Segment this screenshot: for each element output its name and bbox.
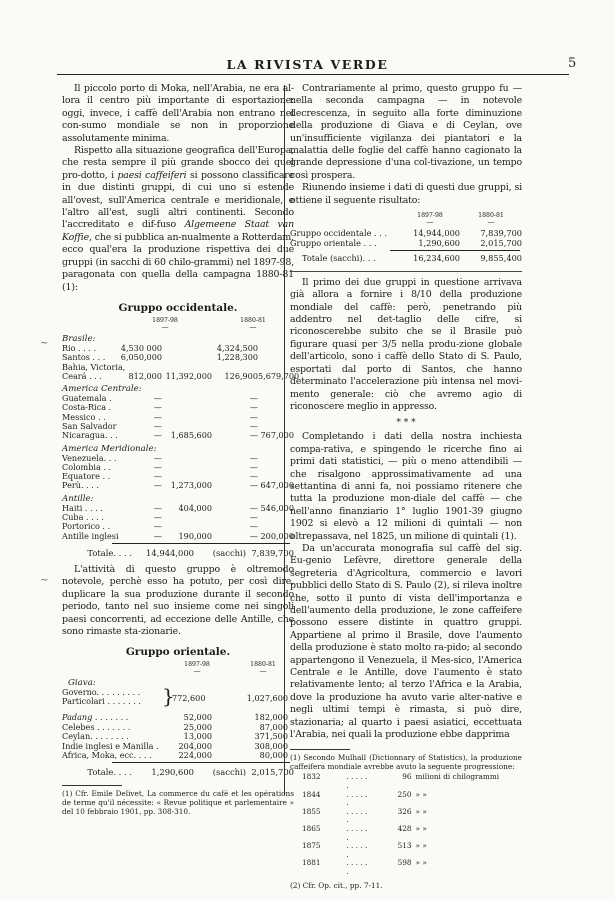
left-paragraph-3: L'attività di questo gruppo è oltremodo notevole, perchè esso ha potuto, per così dire, duplicare la sua produzione durante il secondo periodo, tanto nel suo insieme come nei singoli paesi concorrenti, ad eccezione delle Antille, che sono rimaste sta-zionarie. [62,563,294,637]
western-year-dashes: — — [161,322,257,331]
progression-year: 1855 [302,806,321,816]
antille-1897-partial: — [153,512,162,523]
antille-1880-partial: — [249,502,258,513]
south-america-1880-partial: — [249,471,258,482]
eastern-name: Ceylan. . . . . . . . [62,731,129,742]
margin-mark-1: ~ [40,338,49,349]
south-america-1880-total: 647,000 [260,480,294,491]
brasile-name: Rio . . . . [62,342,97,353]
eastern-year-dashes: — — [193,667,267,676]
central-america-1897-partial: — [153,393,162,404]
giava-block [62,684,294,709]
south-america-1897-total [162,463,212,472]
central-america-1897-partial: — [153,430,162,441]
brasile-1897-partial: 6,050,000 [120,352,162,363]
south-america-name: Venezuela. . . [62,452,117,463]
antille-1897-partial: — [153,530,162,541]
antille-1880-partial: — [249,530,258,541]
progression-year: 1832 [302,772,321,782]
eastern-name: Padang . . . . . . . [62,712,129,723]
right-footnote-1: (1) Secondo Mulhall (Dictionnary of Statistics), la produzione caffeifera mondiale avrebbe avuto la seguente progressione: [290,753,522,772]
central-america-1880-partial: — [249,402,258,413]
central-america-heading: America Centrale: [62,384,142,395]
summary-name: Gruppo occidentale . . . [290,228,388,239]
progression-unit: » » [415,824,427,834]
brasile-1880-partial: 4,324,500 [216,342,258,353]
south-america-row [62,481,294,490]
brasile-1880-total [258,344,294,353]
eastern-1880: 308,000 [254,740,288,751]
left-paragraph-1: Il piccolo porto di Moka, nell'Arabia, ne era al-lora il centro più importante di esportazione: oggi, invece, i caffè dell'Arabia non entrano nel con-sumo mondiale se non in proporzione assolutamente minima. [62,83,294,144]
antille-heading: Antille: [62,493,94,504]
antille-1880-total [258,513,294,522]
eastern-1897: 52,000 [183,712,212,723]
brasile-name: Bahia, Victoria, [62,361,126,372]
south-america-1897-partial: — [153,480,162,491]
central-america-1897-total: 1,685,600 [170,430,212,441]
western-group-table [62,333,300,541]
central-america-row [62,431,294,440]
section-asterism: * * * [396,418,416,429]
western-total-row: Totale. . . . 14,944,000 (sacchi) 7,839,700 [87,547,294,558]
left-column [62,83,300,817]
brasile-1880-total: 5,679,700 [258,370,300,381]
progression-value: 96 [402,772,412,782]
south-america-1897-total: 1,273,000 [170,480,212,491]
central-america-1880-partial: — [249,393,258,404]
summary-bottom-rule [290,271,522,272]
progression-dots: . . . . . . [346,772,368,791]
progression-dots: . . . . . . [346,806,368,825]
central-america-1880-partial: — [249,430,258,441]
central-america-name: Nicaragua. . . [62,430,118,441]
south-america-1880-partial: — [249,480,258,491]
summary-1880: 2,015,700 [480,237,522,248]
progression-row [290,842,522,859]
central-america-1880-partial: — [249,411,258,422]
progression-unit: » » [415,789,427,799]
progression-dots: . . . . . . [346,841,368,859]
central-america-1897-total [162,394,212,403]
summary-1880: 7,839,700 [480,228,522,239]
antille-row [62,532,294,541]
summary-1897: 1,290,600 [418,237,460,248]
summary-year-dashes: — — [426,218,495,227]
eastern-years: 1897-98 1880-81 [184,661,276,669]
summary-row [290,239,522,249]
summary-1897: 14,944,000 [413,228,460,239]
page-number: 5 [568,56,577,71]
eastern-group-title: Gruppo orientale. [125,646,231,659]
progression-year: 1865 [302,824,321,834]
eastern-name: Celebes . . . . . . . [62,721,131,732]
progression-value: 428 [397,824,412,834]
giava-particolari: Particolari . . . . . . . [62,696,141,707]
right-footnote-rule [290,749,350,750]
antille-1880-total: 546,000 [260,502,294,513]
summary-table [290,229,522,248]
south-america-1897-partial: — [153,461,162,472]
western-group-title: Gruppo occidentale. [118,301,238,314]
right-paragraph-4: Completando i dati della nostra inchiesta compa-rativa, e spingendo le ricerche fino ai primi dati statistici, — più o meno attendibili — che risalgono approssimativamente ad una settantina di anni fa, noi possiamo ritenere che tutta la produzione mon-diale del caffè — che nell'anno finanziario 1° luglio 1901-39 giugno 1902 si elevò a 12 milioni di quintali — non oltrepassava, nel 1825, un milione di quintali (1). [290,431,522,542]
right-footnote-2: (2) Cfr. Op. cit., pp. 7-11. [290,880,383,890]
antille-name: Cuba . . . . [62,512,104,523]
margin-mark-2: ~ [40,575,49,586]
progression-unit: » » [415,841,427,851]
brasile-name: Ceará . . . [62,370,102,381]
left-footnote: (1) Cfr. Emile Delivet, La commerce du café et les opérations de terme qu'il nécessite: « Revue politique et parlementaire » del 10 febbraio 1901, pp. 308-310. [62,789,294,817]
progression-unit: » » [415,806,427,816]
antille-name: Antille inglesi [62,530,119,541]
eastern-1897: 204,000 [178,740,212,751]
summary-total-rule [390,250,520,251]
progression-value: 326 [397,806,412,816]
central-america-name: San Salvador [62,420,117,431]
central-america-1897-total [162,413,212,422]
western-total-rule [112,543,290,544]
brasile-1897-partial: 812,000 [128,370,162,381]
eastern-1880: 371,500 [254,731,288,742]
central-america-1880-total: 767,000 [260,430,294,441]
central-america-1897-total [162,403,212,412]
eastern-1880: 182,000 [254,712,288,723]
south-america-1897-partial: — [153,471,162,482]
eastern-name: Indie inglesi e Manilla . [62,740,159,751]
summary-years: 1897-98 1880-81 [417,212,504,220]
giava-heading: Giava: [68,678,96,689]
page-header-title: LA RIVISTA VERDE [226,57,389,72]
progression-year: 1844 [302,789,321,799]
south-america-name: Equatore . . [62,471,111,482]
progression-value: 250 [397,789,412,799]
south-america-1880-total [258,463,294,472]
progression-year: 1881 [302,858,321,868]
eastern-row [62,751,294,760]
south-america-heading: America Meridionale: [62,443,157,454]
antille-1880-partial: — [249,521,258,532]
brasile-heading: Brasile: [62,333,96,344]
eastern-name: Africa, Moka, ecc. . . . [62,750,152,761]
antille-1897-total: 404,000 [178,502,212,513]
south-america-1880-total [258,454,294,463]
brasile-1897-total [162,344,212,353]
right-paragraph-5: Da un'accurata monografia sul caffè del sig. Eu-genio Lefèvre, direttore generale della segreteria d'Agricoltura, commercio e lavori pubblici dello Stato di S. Paulo (2), si rileva inoltre che, sotto il punto di vista dell'importanza e dell'aumento della produzione, le zone caffeifere possono essere distinte in quattro gruppi. Appartiene al primo il Brasile, dove l'aumento della produzione è stato molto ra-pido; al secondo appartengono il Venezuela, il Mes-sico, l'America Centrale e le Antille, dove l'aumento è stato relativamente lento; al terzo l'Africa e la Arabia, dove la produzione ha avuto varie alter-native e negli ultimi tempi è rimasta, si può dire, stazionaria; al quarto i paesi asiatici, eccettuata l'Arabia, nei quali la produzione ebbe dapprima [290,542,522,741]
brasile-1897-total [162,353,212,362]
mulhall-progression [290,773,522,876]
brasile-1897-total: 11,392,000 [165,370,212,381]
central-america-1880-partial: — [249,420,258,431]
progression-value: 513 [397,841,412,851]
central-america-name: Messico . . [62,411,106,422]
header-rule [57,74,569,75]
brasile-name: Santos . . . [62,352,106,363]
central-america-1880-total [258,394,294,403]
antille-1880-partial: — [249,512,258,523]
brasile-1880-partial: 126,900 [224,370,258,381]
summary-name: Gruppo orientale . . . [290,237,377,248]
progression-unit: » » [415,858,427,868]
central-america-1880-total [258,413,294,422]
antille-1897-partial: — [153,502,162,513]
south-america-name: Perù. . . . [62,480,99,491]
progression-dots: . . . . . . [346,858,368,876]
eastern-1880: 80,000 [259,750,288,761]
eastern-total-row: Totale. . . . 1,290,600 (sacchi) 2,015,700 [87,767,294,778]
eastern-1880: 87,000 [259,721,288,732]
brasile-1897-partial: 4,530 000 [120,342,162,353]
central-america-1897-partial: — [153,402,162,413]
progression-row [290,773,522,790]
central-america-1897-partial: — [153,420,162,431]
brasile-1880-total [258,353,294,362]
progression-unit: milioni di chilogrammi [415,772,500,782]
giava-governo: Governo. . . . . . . . . [62,687,141,698]
antille-1880-total: 200,000 [260,530,294,541]
antille-1897-total: 190,000 [178,530,212,541]
antille-name: Portorico . . [62,521,111,532]
progression-row [290,859,522,876]
right-paragraph-2: Riunendo insieme i dati di questi due gruppi, si ottiene il seguente risultato: [290,182,522,206]
south-america-1880-partial: — [249,461,258,472]
progression-dots: . . . . . . [346,824,368,842]
giava-value-1880: 1,027,600 [246,693,288,704]
south-america-1897-partial: — [153,452,162,463]
right-paragraph-1: Contrariamente al primo, questo gruppo fu — nella seconda campagna — in notevole decrescenza, in seguito alla forte diminuzione della produzione di Giava e di Ceylan, ove un'insufficiente vigilanza dei piantatori e la malattia delle foglie del caffè hanno cagionato la grande depressione d'una col-tivazione, un tempo così prospera. [290,83,522,181]
giava-brace: } [162,684,175,709]
eastern-1897: 25,000 [183,721,212,732]
south-america-1897-total [162,454,212,463]
antille-name: Haiti . . . . [62,502,103,513]
central-america-name: Costa-Rica . [62,402,112,413]
left-footnote-rule [62,785,122,786]
central-america-1897-partial: — [153,411,162,422]
progression-row [290,825,522,842]
progression-row [290,791,522,808]
eastern-1897: 224,000 [178,750,212,761]
eastern-1897: 13,000 [183,731,212,742]
central-america-name: Guatemala . [62,393,112,404]
antille-1897-partial: — [153,521,162,532]
brasile-1880-partial: 1,228,300 [216,352,258,363]
eastern-total-rule [112,762,290,763]
left-paragraph-2: Rispetto alla situazione geografica dell'Europa, che resta sempre il più grande sbocco dei quel pro-dotto, i paesi caffeiferi si possono classificare in due distinti gruppi, di cui uno si estende all'ovest, sull'America centrale e meridionale, e l'altro all'est, sugli altri continenti. Secondo l'accreditato e dif-fuso Algemeene Staat van Koffie, che si pubblica an-nualmente a Rotterdam, ecco qual'era la produzione rispettiva dei due gruppi (in sacchi di 60 chilo-grammi) nel 1897-98, paragonata con quella della campagna 1880-81 (1): [62,145,295,293]
south-america-1880-partial: — [249,452,258,463]
central-america-1880-total [258,403,294,412]
south-america-name: Colombia . . [62,461,112,472]
progression-dots: . . . . . . [346,789,368,808]
summary-total-row: Totale (sacchi). . . 16,234,600 9,855,400 [302,253,522,264]
antille-1897-total [162,513,212,522]
right-column [290,83,522,890]
progression-row [290,808,522,825]
progression-value: 598 [397,858,412,868]
western-years: 1897-98 1880-81 [152,316,266,324]
progression-year: 1875 [302,841,321,851]
brasile-row [62,370,300,381]
right-paragraph-3: Il primo dei due gruppi in questione arrivava già allora a fornire i 8/10 della produzione mondiale del caffè: però, penetrando più addentro nel det-taglio delle cifre, si riconoscerebbe subito che se il Brasile può figurare quasi per 3/5 nella produ-zione globale dell'articolo, sono i caffè dello Stato di S. Paulo, esportati dal porto di Santos, che hanno determinato l'accelerazione più intensa nel movi-mento generale: ciò che avremo agio di riconoscere meglio in appresso. [290,276,522,412]
giava-value-1897: 772,600 [172,693,206,704]
